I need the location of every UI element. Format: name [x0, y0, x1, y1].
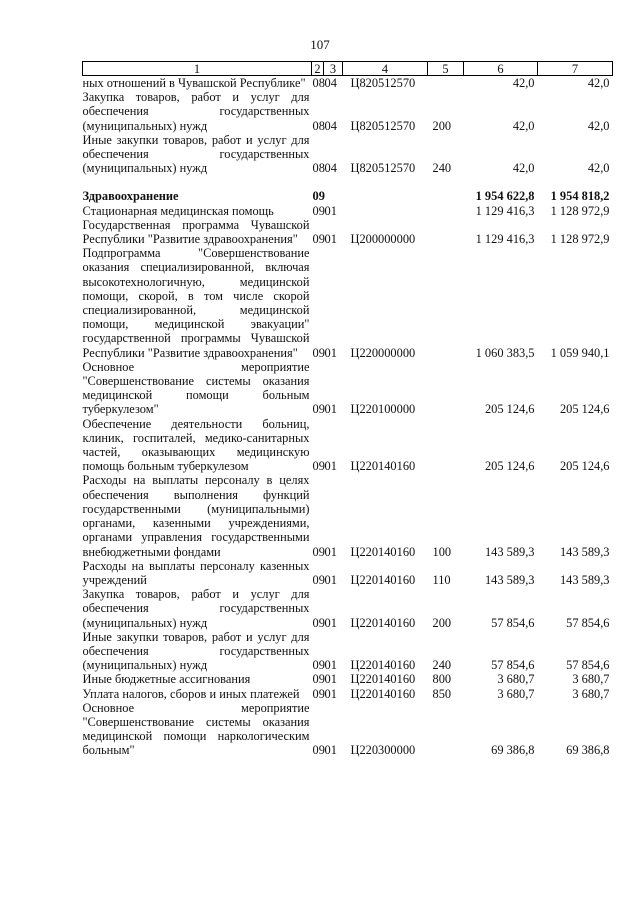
expense-type-cell	[428, 218, 464, 246]
section-code-cell: 09	[312, 686, 325, 701]
subsection-code-cell: 01	[324, 686, 337, 701]
column-header: 3	[324, 62, 343, 76]
table-row	[83, 218, 613, 246]
expense-type-cell	[428, 246, 464, 360]
section-code-cell: 09	[312, 743, 325, 758]
item-name-cell: Здравоохранение	[82, 189, 179, 204]
amount-year1-cell: 205 124,6	[484, 402, 535, 417]
target-article-cell: Ц220140160	[350, 544, 416, 559]
item-name-cell: Обеспечение деятельности больниц, клиник, госпиталей, медико-санитарных частей, оказывающих медицинскую помощь больным туберкулезом	[82, 416, 310, 474]
item-name-cell: Иные закупки товаров, работ и услуг для обеспечения государственных (муниципальных) нужд	[82, 629, 310, 673]
item-name-cell: Иные закупки товаров, работ и услуг для обеспечения государственных (муниципальных) нужд	[82, 132, 310, 176]
expense-type-cell: 800	[432, 672, 452, 687]
expense-type-cell: 850	[432, 686, 452, 701]
subsection-code-cell: 01	[324, 459, 337, 474]
subsection-code-cell: 01	[324, 743, 337, 758]
item-name-cell: Подпрограмма "Совершенствование оказания специализированной, включая высокотехнологичную, медицинской помощи, скорой, в том числе скорой специализированной, медицинской помощи, медицинской эвакуации" государственной программы Чувашской Республики "Развитие здравоохранения"	[82, 246, 310, 360]
expense-type-cell	[428, 701, 464, 758]
expense-type-cell: 100	[432, 544, 452, 559]
section-code-cell: 09	[312, 615, 325, 630]
amount-year2-cell: 205 124,6	[559, 459, 610, 474]
section-code-cell: 09	[312, 572, 325, 587]
column-header: 4	[343, 62, 428, 76]
subsection-code-cell: 01	[324, 232, 337, 247]
amount-year2-cell: 1 128 972,9	[550, 203, 610, 218]
header-row	[83, 62, 613, 76]
column-header: 5	[428, 62, 464, 76]
subsection-code-cell: 04	[324, 118, 337, 133]
column-header: 1	[83, 62, 312, 76]
target-article-cell: Ц820512570	[350, 76, 416, 90]
section-code-cell: 09	[312, 658, 325, 673]
column-header: 2	[312, 62, 324, 76]
subsection-code-cell: 01	[324, 203, 337, 218]
section-code-cell: 08	[312, 118, 325, 133]
amount-year2-cell: 1 954 818,2	[550, 189, 610, 204]
item-name-cell: Расходы на выплаты персоналу казенных учреждений	[82, 558, 310, 587]
amount-year1-cell: 1 129 416,3	[475, 232, 535, 247]
section-code-cell: 09	[312, 459, 325, 474]
amount-year2-cell: 42,0	[587, 76, 610, 90]
table-row	[83, 189, 613, 203]
amount-year1-cell: 1 129 416,3	[475, 203, 535, 218]
expense-type-cell: 110	[432, 572, 451, 587]
expense-type-cell	[428, 204, 464, 218]
amount-year1-cell: 1 954 622,8	[475, 189, 535, 204]
amount-year2-cell: 1 059 940,1	[550, 345, 610, 360]
amount-year1-cell: 1 060 383,5	[475, 345, 535, 360]
table-row	[83, 687, 613, 701]
section-code-cell: 08	[312, 161, 325, 176]
expense-type-cell	[428, 189, 464, 203]
table-row	[83, 417, 613, 474]
target-article-cell: Ц820512570	[350, 118, 416, 133]
column-header: 6	[464, 62, 538, 76]
table-row	[83, 672, 613, 686]
amount-year1-cell: 69 386,8	[491, 743, 535, 758]
column-header: 7	[538, 62, 613, 76]
amount-year2-cell: 57 854,6	[566, 615, 610, 630]
section-code-cell: 09	[312, 232, 325, 247]
spacer-row	[83, 175, 613, 189]
target-article-cell: Ц220140160	[350, 672, 416, 687]
amount-year2-cell: 57 854,6	[566, 658, 610, 673]
expense-type-cell	[428, 76, 464, 91]
target-article-cell: Ц220140160	[350, 459, 416, 474]
amount-year1-cell: 143 589,3	[484, 544, 535, 559]
table-row	[83, 630, 613, 673]
target-article-cell	[343, 189, 428, 203]
subsection-code-cell: 01	[324, 572, 337, 587]
subsection-code-cell: 04	[324, 161, 337, 176]
table-row	[83, 587, 613, 630]
target-article-cell: Ц200000000	[350, 232, 416, 247]
amount-year1-cell: 57 854,6	[491, 658, 535, 673]
target-article-cell: Ц220140160	[350, 572, 416, 587]
target-article-cell: Ц220100000	[350, 402, 416, 417]
item-name-cell: Закупка товаров, работ и услуг для обеспечения государственных (муниципальных) нужд	[82, 90, 310, 133]
item-name-cell: ных отношений в Чувашской Республике"	[82, 76, 306, 90]
target-article-cell: Ц220300000	[350, 743, 416, 758]
expense-type-cell: 240	[432, 658, 452, 673]
amount-year1-cell: 143 589,3	[484, 572, 535, 587]
section-code-cell: 09	[312, 402, 325, 417]
subsection-code-cell: 01	[324, 345, 337, 360]
amount-year2-cell: 143 589,3	[559, 572, 610, 587]
amount-year1-cell: 42,0	[512, 161, 535, 176]
item-name-cell: Государственная программа Чувашской Республики "Развитие здравоохранения"	[82, 217, 310, 247]
expense-type-cell: 200	[432, 118, 452, 133]
table-row	[83, 90, 613, 133]
expense-type-cell	[428, 360, 464, 417]
target-article-cell	[343, 204, 428, 218]
subsection-code-cell: 04	[324, 76, 337, 90]
target-article-cell: Ц220140160	[350, 686, 416, 701]
target-article-cell: Ц220140160	[350, 615, 416, 630]
budget-table	[82, 61, 613, 758]
amount-year2-cell: 3 680,7	[572, 686, 610, 701]
section-code-cell: 09	[312, 672, 325, 687]
spacer-cell	[83, 175, 613, 189]
item-name-cell: Основное мероприятие "Совершенствование системы оказания медицинской помощи больным туберкулезом"	[82, 359, 310, 417]
amount-year2-cell: 69 386,8	[566, 743, 610, 758]
section-code-cell: 09	[312, 189, 325, 204]
subsection-code-cell: 01	[324, 402, 337, 417]
table-row	[83, 559, 613, 587]
section-code-cell: 09	[312, 203, 325, 218]
expense-type-cell	[428, 417, 464, 474]
amount-year1-cell: 57 854,6	[491, 615, 535, 630]
amount-year1-cell: 42,0	[512, 118, 535, 133]
subsection-code-cell: 01	[324, 672, 337, 687]
amount-year1-cell: 205 124,6	[484, 459, 535, 474]
table-row	[83, 133, 613, 176]
item-name-cell: Закупка товаров, работ и услуг для обеспечения государственных (муниципальных) нужд	[82, 587, 310, 630]
subsection-code-cell	[324, 189, 343, 203]
item-name-cell: Расходы на выплаты персоналу в целях обеспечения выполнения функций государственными (муниципальными) органами, казенными учреждениями, органами управления государственными внебюджетными фондами	[82, 473, 310, 559]
item-name-cell: Стационарная медицинская помощь	[82, 203, 274, 218]
section-code-cell: 09	[312, 544, 325, 559]
subsection-code-cell: 01	[324, 615, 337, 630]
table-row	[83, 246, 613, 360]
amount-year1-cell: 42,0	[512, 76, 535, 90]
page-number: 107	[310, 37, 330, 52]
amount-year2-cell: 42,0	[587, 118, 610, 133]
table-row	[83, 701, 613, 758]
amount-year1-cell: 3 680,7	[497, 686, 535, 701]
section-code-cell: 08	[312, 76, 325, 90]
item-name-cell: Уплата налогов, сборов и иных платежей	[82, 686, 300, 701]
amount-year1-cell: 3 680,7	[497, 672, 535, 687]
table-row	[83, 76, 613, 91]
section-code-cell: 09	[312, 345, 325, 360]
subsection-code-cell: 01	[324, 658, 337, 673]
table-row	[83, 473, 613, 558]
item-name-cell: Основное мероприятие "Совершенствование системы оказания медицинской помощи наркологическим больным"	[82, 700, 310, 758]
target-article-cell: Ц220140160	[350, 658, 416, 673]
target-article-cell: Ц220000000	[350, 345, 416, 360]
expense-type-cell: 240	[432, 161, 452, 176]
amount-year2-cell: 3 680,7	[572, 672, 610, 687]
subsection-code-cell: 01	[324, 544, 337, 559]
item-name-cell: Иные бюджетные ассигнования	[82, 672, 251, 687]
table-row	[83, 360, 613, 417]
amount-year2-cell: 1 128 972,9	[550, 232, 610, 247]
table-row	[83, 204, 613, 218]
amount-year2-cell: 143 589,3	[559, 544, 610, 559]
amount-year2-cell: 205 124,6	[559, 402, 610, 417]
target-article-cell: Ц820512570	[350, 161, 416, 176]
expense-type-cell: 200	[432, 615, 452, 630]
amount-year2-cell: 42,0	[587, 161, 610, 176]
